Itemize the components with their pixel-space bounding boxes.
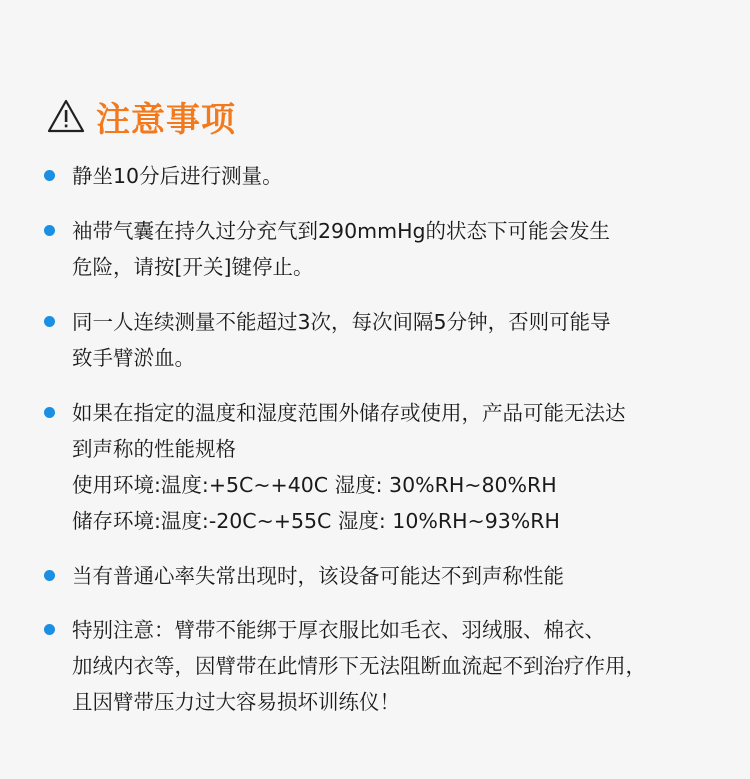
bullet-dot-icon (44, 225, 55, 236)
storage-environment-line: 储存环境:温度:-20C~+55C 湿度: 10%RH~93%RH (72, 509, 560, 533)
bullet-dot-icon (44, 407, 55, 418)
item-text-line: 静坐10分后进行测量。 (72, 164, 283, 188)
bullet-dot-icon (44, 316, 55, 327)
item-text-line: 当有普通心率失常出现时，该设备可能达不到声称性能 (72, 564, 564, 588)
list-item (44, 213, 734, 285)
bullet-dot-icon (44, 624, 55, 635)
item-text-line: 袖带气囊在持久过分充气到290mmHg的状态下可能会发生 (72, 219, 610, 243)
item-text-line: 加绒内衣等，因臂带在此情形下无法阻断血流起不到治疗作用， (72, 654, 646, 678)
notice-list (44, 158, 734, 720)
list-item (44, 558, 734, 594)
list-item (44, 395, 734, 539)
item-text-line: 致手臂淤血。 (72, 346, 195, 370)
title-row (46, 92, 236, 140)
bullet-dot-icon (44, 570, 55, 581)
list-item (44, 612, 734, 720)
usage-environment-line: 使用环境:温度:+5C~+40C 湿度: 30%RH~80%RH (72, 473, 557, 497)
warning-triangle-icon (46, 98, 86, 134)
bullet-dot-icon (44, 170, 55, 181)
page-title: 注意事项 (96, 99, 236, 140)
item-text-line: 特别注意：臂带不能绑于厚衣服比如毛衣、羽绒服、棉衣、 (72, 618, 605, 642)
item-text-line: 同一人连续测量不能超过3次，每次间隔5分钟，否则可能导 (72, 310, 611, 334)
list-item (44, 304, 734, 376)
item-text-line: 如果在指定的温度和湿度范围外储存或使用，产品可能无法达 (72, 401, 626, 425)
item-text-line: 且因臂带压力过大容易损坏训练仪！ (72, 690, 400, 714)
item-text-line: 到声称的性能规格 (72, 437, 236, 461)
list-item (44, 158, 734, 194)
item-text-line: 危险，请按[开关]键停止。 (72, 255, 314, 279)
